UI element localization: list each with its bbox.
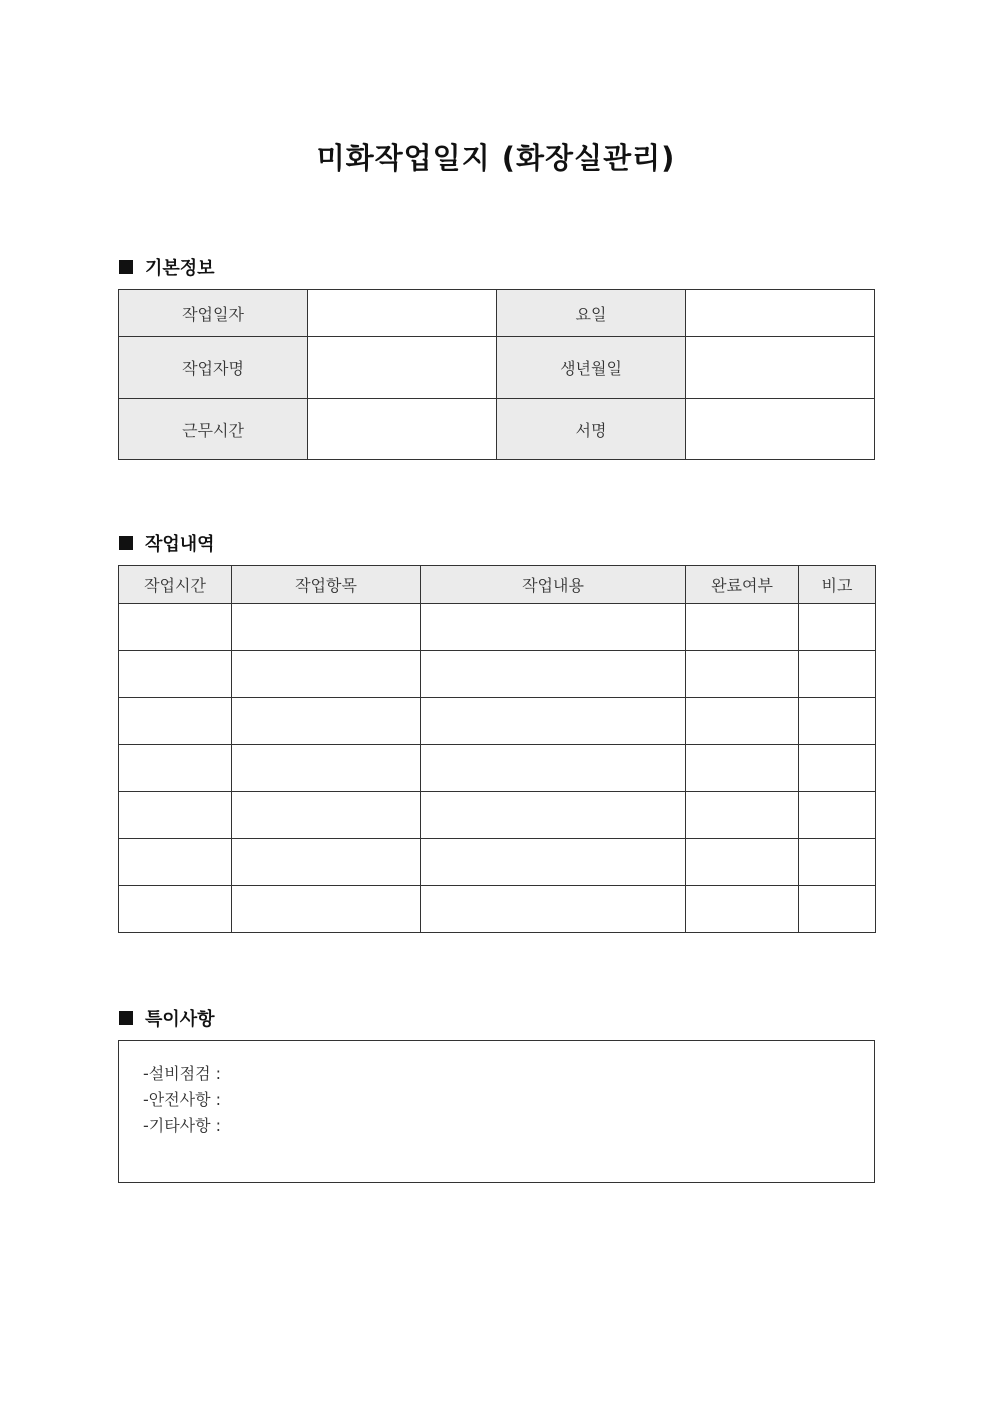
cell-remarks[interactable] [799, 745, 876, 792]
birth-date-label: 생년월일 [497, 337, 686, 399]
header-completion: 완료여부 [686, 566, 799, 604]
worker-name-label: 작업자명 [119, 337, 308, 399]
page-title: 미화작업일지 (화장실관리) [316, 141, 676, 175]
table-row [119, 604, 876, 651]
cell-work-time[interactable] [119, 745, 232, 792]
section-heading-work [119, 530, 215, 556]
cell-work-time[interactable] [119, 651, 232, 698]
square-bullet-icon [119, 536, 133, 550]
basic-info-table [118, 289, 875, 460]
cell-work-item[interactable] [232, 745, 421, 792]
cell-completion[interactable] [686, 698, 799, 745]
cell-completion[interactable] [686, 651, 799, 698]
cell-work-content[interactable] [421, 698, 686, 745]
cell-work-content[interactable] [421, 839, 686, 886]
cell-work-content[interactable] [421, 604, 686, 651]
cell-work-item[interactable] [232, 604, 421, 651]
cell-work-time[interactable] [119, 839, 232, 886]
birth-date-field[interactable] [686, 337, 875, 399]
cell-remarks[interactable] [799, 792, 876, 839]
cell-work-content[interactable] [421, 886, 686, 933]
table-row [119, 698, 876, 745]
work-log-table [118, 565, 876, 933]
table-row [119, 839, 876, 886]
cell-work-time[interactable] [119, 886, 232, 933]
cell-work-time[interactable] [119, 792, 232, 839]
cell-work-item[interactable] [232, 886, 421, 933]
cell-remarks[interactable] [799, 604, 876, 651]
cell-completion[interactable] [686, 886, 799, 933]
notes-box[interactable] [118, 1040, 875, 1183]
signature-label: 서명 [497, 399, 686, 460]
table-row [119, 745, 876, 792]
square-bullet-icon [119, 260, 133, 274]
day-field[interactable] [686, 290, 875, 337]
work-date-label: 작업일자 [119, 290, 308, 337]
table-row [119, 792, 876, 839]
cell-work-time[interactable] [119, 604, 232, 651]
section-heading-notes [119, 1005, 215, 1031]
cell-remarks[interactable] [799, 886, 876, 933]
cell-remarks[interactable] [799, 839, 876, 886]
header-remarks: 비고 [799, 566, 876, 604]
cell-completion[interactable] [686, 792, 799, 839]
section-title-work: 작업내역 [145, 534, 215, 555]
header-work-content: 작업내용 [421, 566, 686, 604]
header-work-item: 작업항목 [232, 566, 421, 604]
signature-field[interactable] [686, 399, 875, 460]
cell-work-item[interactable] [232, 839, 421, 886]
work-date-field[interactable] [308, 290, 497, 337]
cell-work-item[interactable] [232, 651, 421, 698]
table-row [119, 886, 876, 933]
cell-work-time[interactable] [119, 698, 232, 745]
square-bullet-icon [119, 1011, 133, 1025]
note-safety: -안전사항 : [143, 1090, 222, 1109]
note-other: -기타사항 : [143, 1116, 222, 1135]
cell-work-item[interactable] [232, 792, 421, 839]
cell-completion[interactable] [686, 839, 799, 886]
cell-work-content[interactable] [421, 792, 686, 839]
cell-work-item[interactable] [232, 698, 421, 745]
cell-remarks[interactable] [799, 651, 876, 698]
worker-name-field[interactable] [308, 337, 497, 399]
day-label: 요일 [497, 290, 686, 337]
cell-completion[interactable] [686, 604, 799, 651]
cell-completion[interactable] [686, 745, 799, 792]
section-title-basic: 기본정보 [145, 258, 215, 279]
work-hours-label: 근무시간 [119, 399, 308, 460]
header-work-time: 작업시간 [119, 566, 232, 604]
note-facility-check: -설비점검 : [143, 1064, 222, 1083]
cell-work-content[interactable] [421, 651, 686, 698]
section-title-notes: 특이사항 [145, 1009, 215, 1030]
cell-remarks[interactable] [799, 698, 876, 745]
table-row [119, 651, 876, 698]
cell-work-content[interactable] [421, 745, 686, 792]
work-hours-field[interactable] [308, 399, 497, 460]
section-heading-basic [119, 254, 215, 280]
